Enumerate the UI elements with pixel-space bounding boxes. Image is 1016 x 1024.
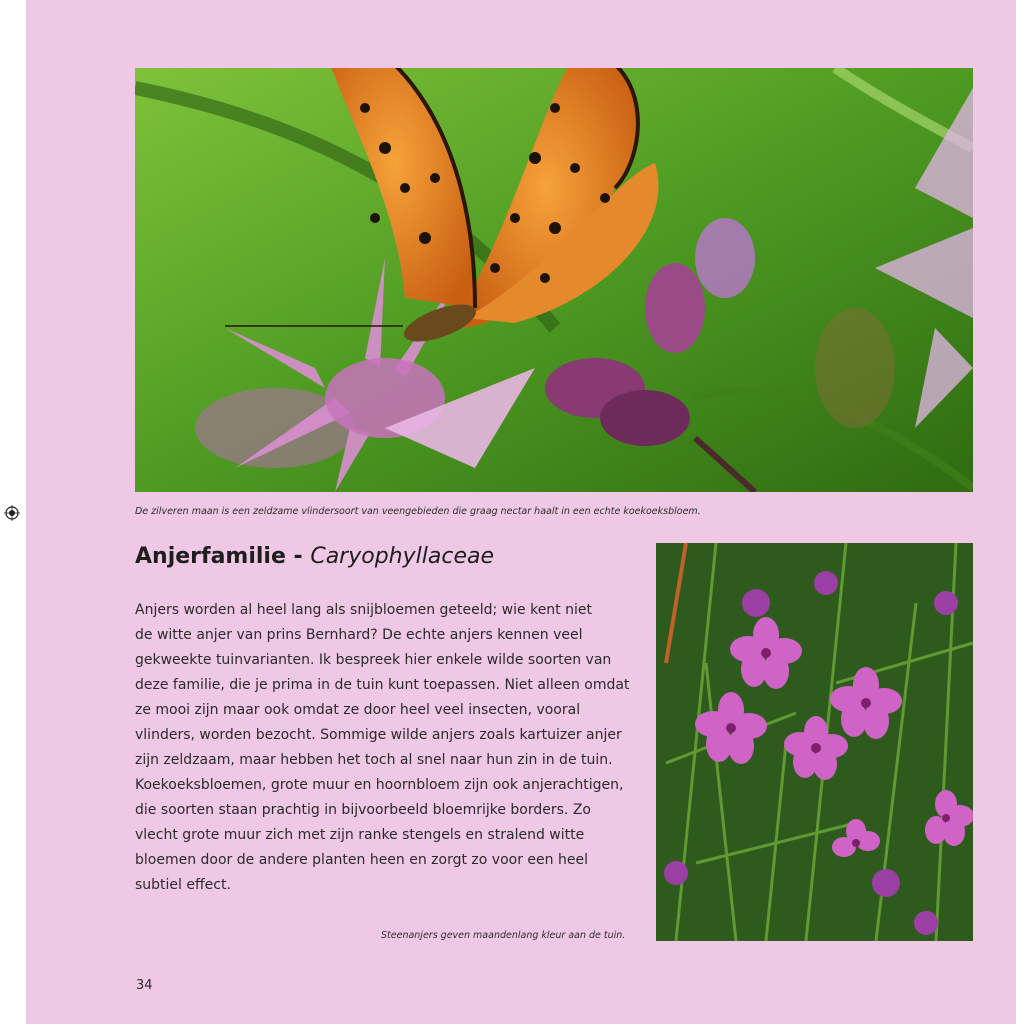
page-number: 34 bbox=[136, 978, 153, 993]
butterfly-photo bbox=[135, 68, 973, 492]
body-line: vlinders, worden bezocht. Sommige wilde anjers zoals kartuizer anjer bbox=[135, 727, 622, 743]
body-line: deze familie, die je prima in de tuin kunt toepassen. Niet alleen omdat bbox=[135, 677, 630, 693]
body-line: zijn zeldzaam, maar hebben het toch al snel naar hun zin in de tuin. bbox=[135, 752, 613, 768]
body-line: bloemen door de andere planten heen en zorgt zo voor een heel bbox=[135, 852, 588, 868]
body-line: gekweekte tuinvarianten. Ik bespreek hier enkele wilde soorten van bbox=[135, 652, 612, 668]
book-page bbox=[26, 0, 1016, 1024]
body-line: die soorten staan prachtig in bijvoorbeeld bloemrijke borders. Zo bbox=[135, 802, 591, 818]
heading-separator: - bbox=[285, 544, 311, 569]
registration-mark-icon bbox=[4, 505, 20, 521]
body-line: Koekoeksbloemen, grote muur en hoornbloem zijn ook anjerachtigen, bbox=[135, 777, 624, 793]
body-paragraph bbox=[135, 598, 640, 898]
body-line: de witte anjer van prins Bernhard? De echte anjers kennen veel bbox=[135, 627, 583, 643]
heading-main: Anjerfamilie bbox=[135, 544, 286, 569]
body-line: vlecht grote muur zich met zijn ranke stengels en stralend witte bbox=[135, 827, 585, 843]
section-heading bbox=[135, 544, 494, 569]
body-line: Anjers worden al heel lang als snijbloemen geteeld; wie kent niet bbox=[135, 602, 592, 618]
heading-latin: Caryophyllaceae bbox=[310, 544, 494, 569]
body-line: subtiel effect. bbox=[135, 877, 231, 893]
pinks-photo bbox=[656, 543, 973, 941]
photo-caption-top: De zilveren maan is een zeldzame vlindersoort van veengebieden die graag nectar haalt in een echte koekoeksbloem. bbox=[135, 506, 701, 517]
photo-caption-right: Steenanjers geven maandenlang kleur aan de tuin. bbox=[381, 930, 626, 941]
body-line: ze mooi zijn maar ook omdat ze door heel veel insecten, vooral bbox=[135, 702, 581, 718]
